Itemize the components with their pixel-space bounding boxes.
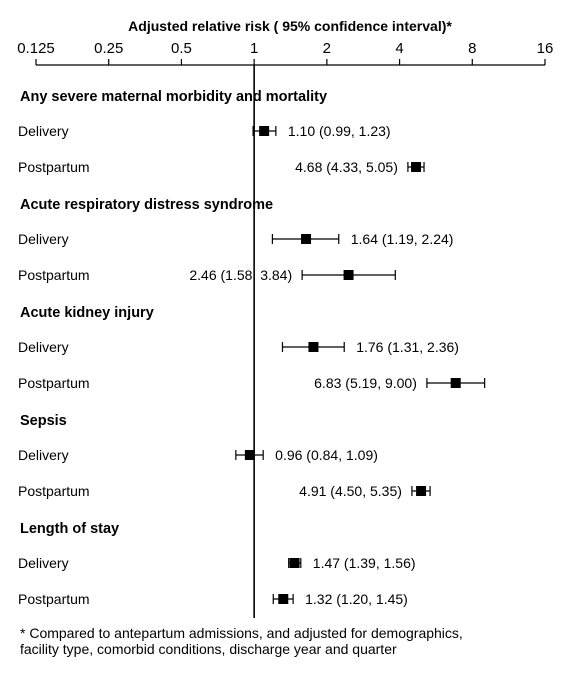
estimate-label: 1.76 (1.31, 2.36) xyxy=(356,339,459,355)
x-tick-label: 2 xyxy=(322,40,332,57)
estimate-label: 4.91 (4.50, 5.35) xyxy=(299,483,402,499)
point-estimate xyxy=(344,270,354,280)
footnote-line-2: facility type, comorbid conditions, discharge year and quarter xyxy=(20,641,397,657)
row-label: Delivery xyxy=(18,555,69,571)
point-estimate xyxy=(308,342,318,352)
estimate-label: 1.64 (1.19, 2.24) xyxy=(350,231,454,247)
footnote-line-1: * Compared to antepartum admissions, and adjusted for demographics, xyxy=(20,625,463,641)
point-estimate xyxy=(259,126,269,136)
x-tick-label: 1 xyxy=(249,40,259,57)
group-title: Length of stay xyxy=(20,521,120,537)
estimate-label: 4.68 (4.33, 5.05) xyxy=(295,159,398,175)
row-label: Delivery xyxy=(18,231,69,247)
x-tick-label: 4 xyxy=(395,40,404,57)
x-tick-label: 16 xyxy=(536,40,554,57)
x-tick-label: 0.25 xyxy=(94,40,124,57)
row-label: Delivery xyxy=(18,447,69,463)
row-label: Postpartum xyxy=(18,483,90,499)
estimate-label: 1.32 (1.20, 1.45) xyxy=(305,591,408,607)
footnote xyxy=(20,625,565,657)
row-label: Postpartum xyxy=(18,267,90,283)
estimate-label: 2.46 (1.58, 3.84) xyxy=(189,267,293,283)
row-label: Postpartum xyxy=(18,159,90,175)
point-estimate xyxy=(278,594,288,604)
x-tick-label: 0.5 xyxy=(170,40,192,57)
point-estimate xyxy=(301,234,311,244)
row-label: Delivery xyxy=(18,123,69,139)
point-estimate xyxy=(411,162,421,172)
row-label: Postpartum xyxy=(18,591,90,607)
point-estimate xyxy=(451,378,461,388)
estimate-label: 1.47 (1.39, 1.56) xyxy=(312,555,416,571)
point-estimate xyxy=(416,486,426,496)
row-label: Delivery xyxy=(18,339,69,355)
estimate-label: 1.10 (0.99, 1.23) xyxy=(287,123,391,139)
x-tick-label: 8 xyxy=(468,40,477,57)
row-label: Postpartum xyxy=(18,375,90,391)
point-estimate xyxy=(290,558,300,568)
group-title: Acute respiratory distress syndrome xyxy=(20,197,274,213)
x-axis-title: Adjusted relative risk ( 95% confidence interval)* xyxy=(128,18,452,34)
group-title: Sepsis xyxy=(20,413,67,429)
x-tick-label: 0.125 xyxy=(17,40,55,57)
group-title: Acute kidney injury xyxy=(20,305,154,321)
point-estimate xyxy=(245,450,255,460)
group-title: Any severe maternal morbidity and mortality xyxy=(20,89,328,105)
estimate-label: 6.83 (5.19, 9.00) xyxy=(314,375,417,391)
estimate-label: 0.96 (0.84, 1.09) xyxy=(275,447,378,463)
